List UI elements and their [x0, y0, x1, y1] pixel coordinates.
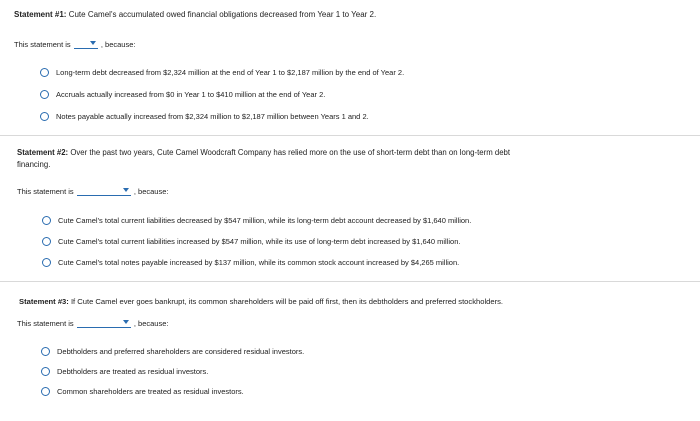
chevron-down-icon: [123, 320, 129, 324]
statement-1-prefix: This statement is: [14, 40, 71, 49]
statement-3-answer-row: [17, 318, 168, 328]
statement-3-prefix: This statement is: [17, 319, 74, 328]
statement-3-label: Statement #3:: [19, 297, 69, 306]
statement-1-dropdown[interactable]: [74, 39, 98, 49]
option-label: Long-term debt decreased from $2,324 million at the end of Year 1 to $2,187 million by the end of Year 2.: [56, 68, 405, 77]
option-label: Debtholders and preferred shareholders are considered residual investors.: [57, 347, 305, 356]
chevron-down-icon: [123, 188, 129, 192]
statement-1-suffix: , because:: [100, 40, 136, 49]
radio-icon[interactable]: [40, 112, 49, 121]
radio-icon[interactable]: [40, 90, 49, 99]
statement-2-suffix: , because:: [133, 187, 169, 196]
radio-icon[interactable]: [42, 237, 51, 246]
chevron-down-icon: [90, 41, 96, 45]
statement-1-label: Statement #1:: [14, 10, 67, 19]
statement-2-text: Over the past two years, Cute Camel Woodcraft Company has relied more on the use of short-term debt than on long-term debt: [70, 148, 511, 157]
option-label: Cute Camel's total current liabilities decreased by $547 million, while its long-term debt account decreased by $1,640 million.: [58, 216, 472, 225]
option-label: Accruals actually increased from $0 in Year 1 to $410 million at the end of Year 2.: [56, 90, 326, 99]
statement-2-dropdown[interactable]: [77, 186, 131, 196]
statement-2-option-1[interactable]: [42, 216, 471, 225]
statement-1-answer-row: [14, 39, 135, 49]
statement-2-prefix: This statement is: [17, 187, 74, 196]
statement-2-heading: [17, 147, 510, 159]
statement-3-option-3[interactable]: [41, 387, 244, 396]
radio-icon[interactable]: [40, 68, 49, 77]
radio-icon[interactable]: [42, 258, 51, 267]
radio-icon[interactable]: [42, 216, 51, 225]
statement-3-dropdown[interactable]: [77, 318, 131, 328]
option-label: Debtholders are treated as residual investors.: [57, 367, 209, 376]
section-divider: [0, 281, 700, 282]
radio-icon[interactable]: [41, 347, 50, 356]
statement-3-suffix: , because:: [133, 319, 169, 328]
statement-2-text-continued: financing.: [17, 160, 51, 169]
statement-2-label: Statement #2:: [17, 148, 69, 157]
statement-1-heading: [14, 9, 376, 20]
statement-3-heading: [19, 296, 503, 308]
section-divider: [0, 135, 700, 136]
statement-1-option-2[interactable]: [40, 90, 325, 99]
option-label: Common shareholders are treated as residual investors.: [57, 387, 244, 396]
statement-2-option-2[interactable]: [42, 237, 460, 246]
statement-1-option-3[interactable]: [40, 112, 369, 121]
option-label: Notes payable actually increased from $2,324 million to $2,187 million between Years 1 and 2.: [56, 112, 369, 121]
option-label: Cute Camel's total current liabilities increased by $547 million, while its use of long-term debt increased by $1,640 million.: [58, 237, 461, 246]
statement-2-answer-row: [17, 186, 168, 196]
radio-icon[interactable]: [41, 367, 50, 376]
radio-icon[interactable]: [41, 387, 50, 396]
statement-3-option-2[interactable]: [41, 367, 208, 376]
statement-3-option-1[interactable]: [41, 347, 304, 356]
statement-2-option-3[interactable]: [42, 258, 459, 267]
statement-1-text: Cute Camel's accumulated owed financial obligations decreased from Year 1 to Year 2.: [68, 10, 377, 19]
statement-3-text: If Cute Camel ever goes bankrupt, its common shareholders will be paid off first, then its debtholders and preferred stockholders.: [70, 297, 504, 306]
option-label: Cute Camel's total notes payable increased by $137 million, while its common stock account increased by $4,265 million.: [58, 258, 460, 267]
statement-1-option-1[interactable]: [40, 68, 404, 77]
